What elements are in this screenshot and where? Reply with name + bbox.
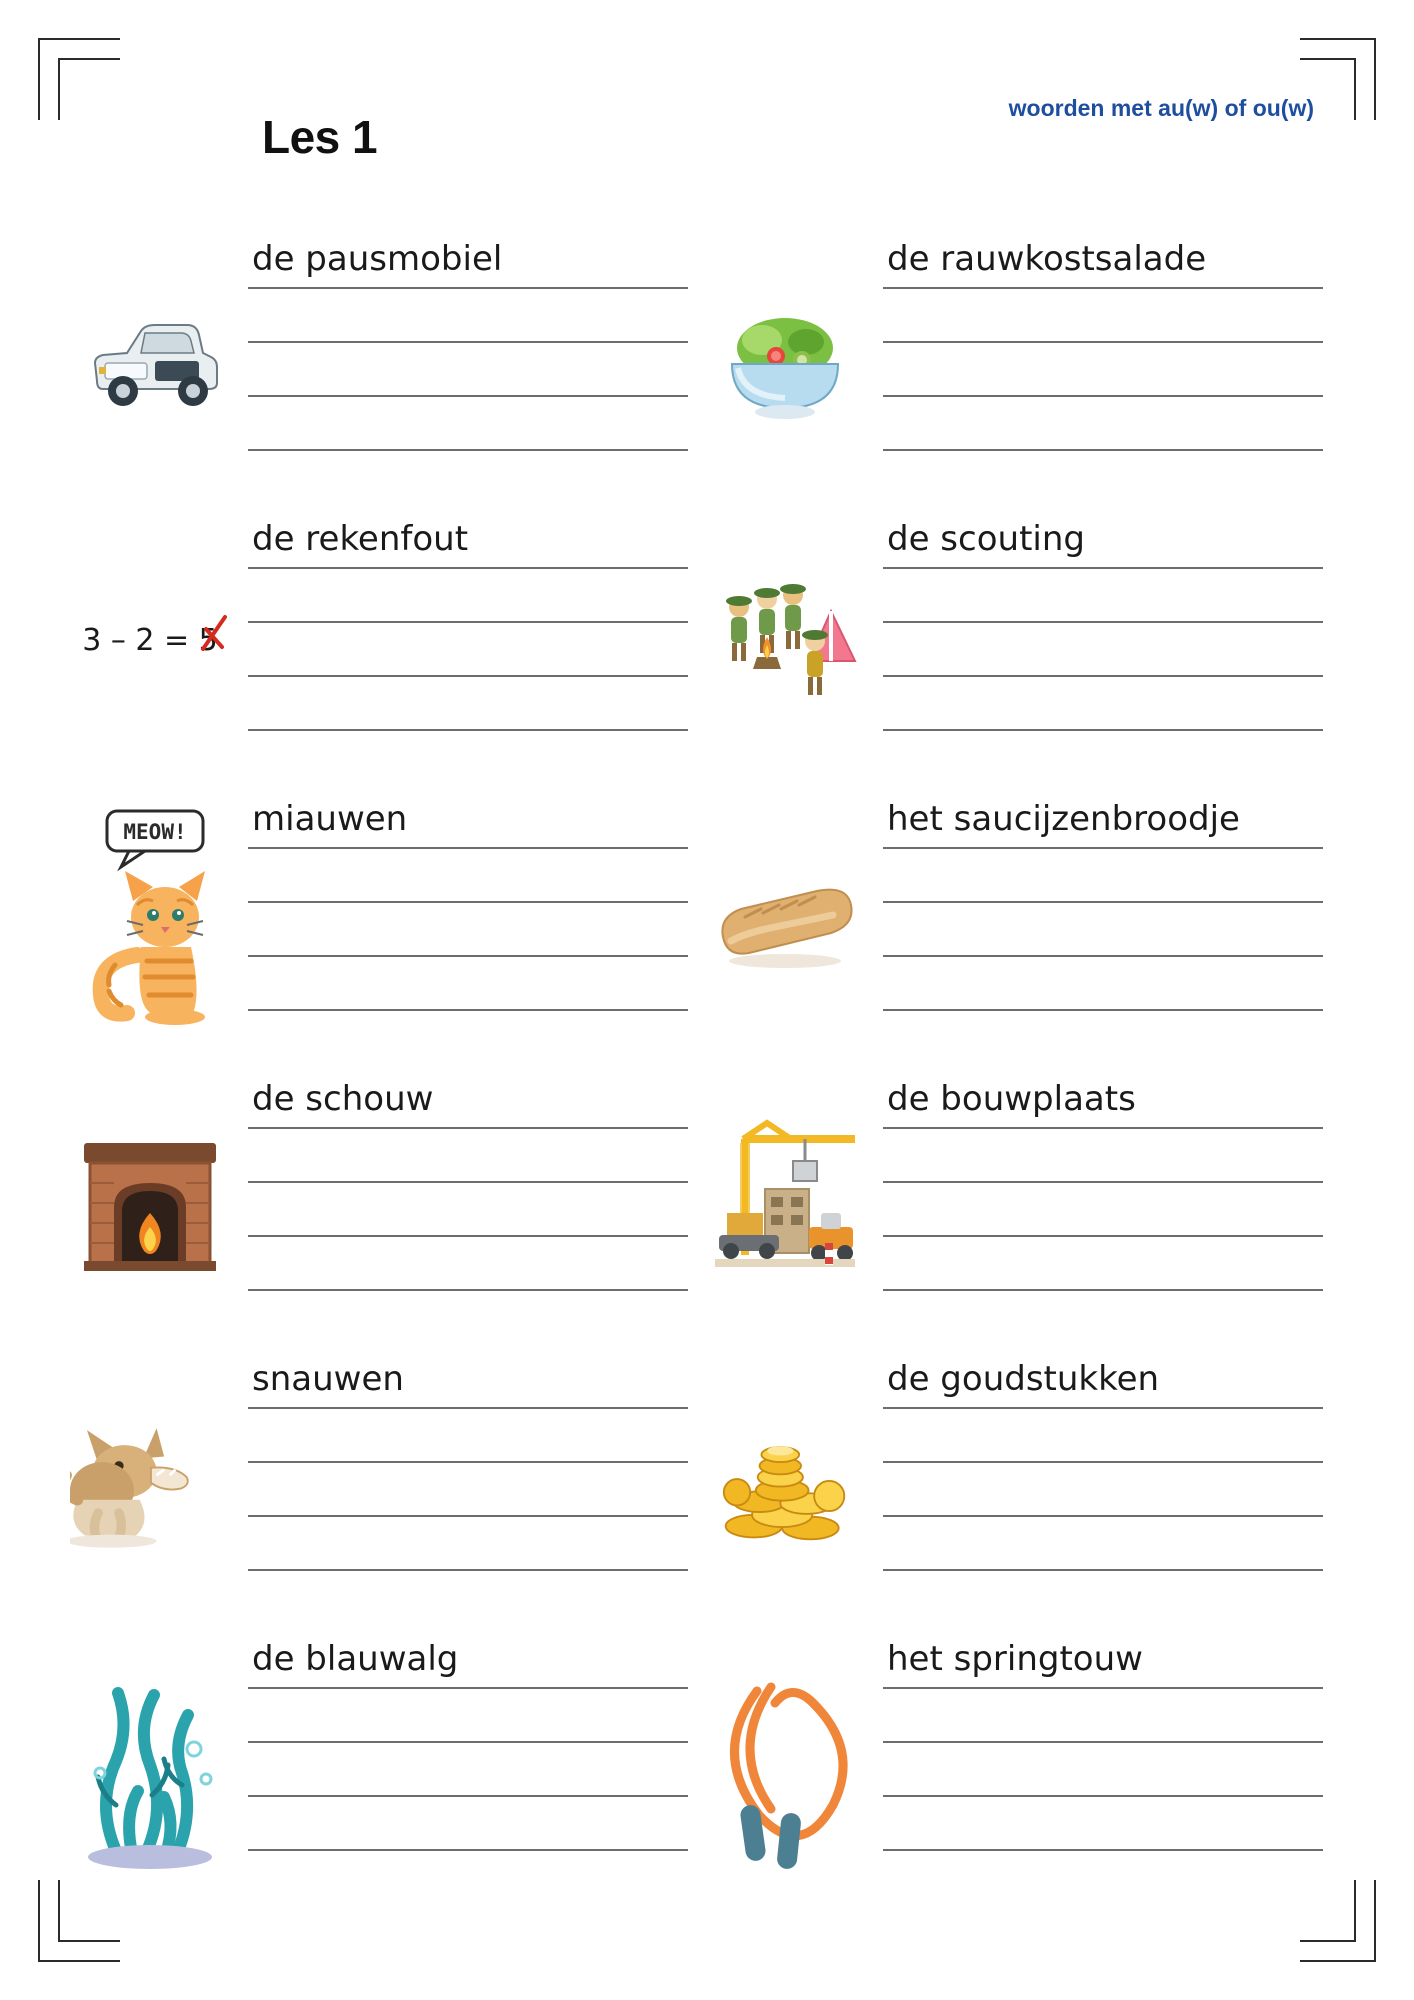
- math-expression: 3 – 2 = 5: [82, 622, 218, 658]
- word-lines: [883, 235, 1323, 451]
- writing-line[interactable]: [883, 1237, 1323, 1291]
- frame-mask: [120, 30, 1300, 70]
- word-cell: [705, 235, 1325, 515]
- blue-algae-icon: [70, 1645, 230, 1875]
- fireplace-icon: [70, 1085, 230, 1315]
- word-cell: [70, 235, 690, 515]
- writing-line[interactable]: [248, 1743, 688, 1797]
- writing-line[interactable]: [248, 397, 688, 451]
- writing-line[interactable]: [883, 569, 1323, 623]
- writing-line[interactable]: [883, 1517, 1323, 1571]
- word-lines: [248, 1355, 688, 1571]
- writing-line[interactable]: [883, 1129, 1323, 1183]
- writing-line[interactable]: [248, 1517, 688, 1571]
- writing-line[interactable]: [248, 1463, 688, 1517]
- writing-line[interactable]: [248, 1237, 688, 1291]
- writing-line[interactable]: [883, 1409, 1323, 1463]
- word-lines: [248, 515, 688, 731]
- word-label: de rauwkostsalade: [883, 235, 1323, 289]
- word-row: [60, 1075, 1350, 1355]
- word-lines: [248, 235, 688, 451]
- writing-line[interactable]: [248, 343, 688, 397]
- word-lines: [248, 1075, 688, 1291]
- page-subject: woorden met au(w) of ou(w): [1008, 95, 1314, 121]
- word-cell: [70, 795, 690, 1075]
- svg-text:MEOW!: MEOW!: [123, 820, 187, 844]
- writing-line[interactable]: [883, 849, 1323, 903]
- writing-line[interactable]: [883, 1743, 1323, 1797]
- word-lines: [883, 1355, 1323, 1571]
- writing-line[interactable]: [883, 1463, 1323, 1517]
- word-row: [60, 235, 1350, 515]
- word-label: de schouw: [248, 1075, 688, 1129]
- word-label: het saucijzenbroodje: [883, 795, 1323, 849]
- word-label: de scouting: [883, 515, 1323, 569]
- word-label: de bouwplaats: [883, 1075, 1323, 1129]
- word-cell: [70, 1355, 690, 1635]
- speech-bubble: [107, 811, 203, 867]
- frame-mask: [120, 1930, 1300, 1970]
- word-cell: [705, 1075, 1325, 1355]
- writing-line[interactable]: [883, 903, 1323, 957]
- math-error-caption: [82, 623, 218, 658]
- writing-line[interactable]: [248, 1689, 688, 1743]
- word-label: de pausmobiel: [248, 235, 688, 289]
- writing-line[interactable]: [248, 677, 688, 731]
- barking-dog-icon: [70, 1365, 230, 1595]
- popemobile-icon: [70, 245, 230, 475]
- word-cell: [70, 1635, 690, 1915]
- scouts-camp-icon: [705, 525, 865, 755]
- word-lines: [248, 1635, 688, 1851]
- word-cell: [705, 795, 1325, 1075]
- sausage-roll-icon: [705, 805, 865, 1035]
- word-cell: [70, 515, 690, 795]
- word-label: miauwen: [248, 795, 688, 849]
- writing-line[interactable]: [248, 1409, 688, 1463]
- writing-line[interactable]: [883, 343, 1323, 397]
- math-error-icon: [70, 525, 230, 755]
- word-cell: [70, 1075, 690, 1355]
- jump-rope-icon: [705, 1645, 865, 1875]
- writing-line[interactable]: [248, 289, 688, 343]
- word-row: [60, 795, 1350, 1075]
- word-label: snauwen: [248, 1355, 688, 1409]
- writing-line[interactable]: [248, 957, 688, 1011]
- word-cell: [705, 1635, 1325, 1915]
- word-lines: [883, 795, 1323, 1011]
- writing-line[interactable]: [883, 397, 1323, 451]
- writing-line[interactable]: [883, 623, 1323, 677]
- word-grid: [60, 235, 1350, 1915]
- word-label: de rekenfout: [248, 515, 688, 569]
- writing-line[interactable]: [883, 1797, 1323, 1851]
- word-cell: [705, 515, 1325, 795]
- writing-line[interactable]: [248, 1797, 688, 1851]
- writing-line[interactable]: [248, 1129, 688, 1183]
- frame-mask: [1344, 120, 1384, 1880]
- page-title: Les 1: [262, 111, 378, 163]
- writing-line[interactable]: [883, 289, 1323, 343]
- writing-line[interactable]: [883, 1183, 1323, 1237]
- red-cross-mark: [200, 613, 228, 653]
- writing-line[interactable]: [248, 903, 688, 957]
- writing-line[interactable]: [248, 623, 688, 677]
- writing-line[interactable]: [883, 957, 1323, 1011]
- word-lines: [883, 1635, 1323, 1851]
- word-lines: [883, 515, 1323, 731]
- word-label: het springtouw: [883, 1635, 1323, 1689]
- writing-line[interactable]: [248, 569, 688, 623]
- word-cell: [705, 1355, 1325, 1635]
- cat-meow-icon: [70, 805, 230, 1035]
- construction-site-icon: [705, 1085, 865, 1315]
- salad-bowl-icon: [705, 245, 865, 475]
- word-label: de blauwalg: [248, 1635, 688, 1689]
- gold-coins-icon: [705, 1365, 865, 1595]
- word-label: de goudstukken: [883, 1355, 1323, 1409]
- word-row: [60, 515, 1350, 795]
- writing-line[interactable]: [883, 677, 1323, 731]
- writing-line[interactable]: [883, 1689, 1323, 1743]
- word-lines: [248, 795, 688, 1011]
- word-lines: [883, 1075, 1323, 1291]
- writing-line[interactable]: [248, 1183, 688, 1237]
- writing-line[interactable]: [248, 849, 688, 903]
- word-row: [60, 1355, 1350, 1635]
- word-row: [60, 1635, 1350, 1915]
